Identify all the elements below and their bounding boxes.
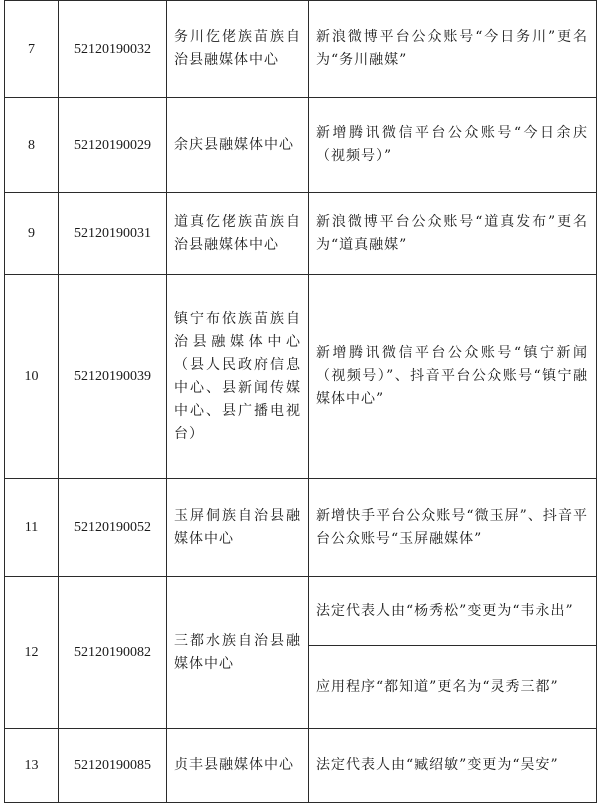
registration-change-table [4, 0, 597, 803]
row-number: 11 [5, 479, 59, 577]
table-row [5, 98, 597, 193]
organization-name: 镇宁布依族苗族自治县融媒体中心（县人民政府信息中心、县新闻传媒中心、县广播电视台） [167, 275, 309, 479]
table-row [5, 577, 597, 646]
row-number: 9 [5, 193, 59, 275]
row-number: 13 [5, 729, 59, 803]
change-description: 法定代表人由“杨秀松”变更为“韦永出” [309, 577, 597, 646]
table-row [5, 1, 597, 98]
row-number: 8 [5, 98, 59, 193]
change-description: 新增腾讯微信平台公众账号“镇宁新闻（视频号）”、抖音平台公众账号“镇宁融媒体中心” [309, 275, 597, 479]
row-number: 10 [5, 275, 59, 479]
table-row [5, 275, 597, 479]
table-row [5, 729, 597, 803]
organization-name: 余庆县融媒体中心 [167, 98, 309, 193]
change-description: 新浪微博平台公众账号“道真发布”更名为“道真融媒” [309, 193, 597, 275]
organization-name: 三都水族自治县融媒体中心 [167, 577, 309, 729]
table-row [5, 193, 597, 275]
registration-code: 52120190031 [59, 193, 167, 275]
registration-code: 52120190085 [59, 729, 167, 803]
registration-code: 52120190052 [59, 479, 167, 577]
organization-name: 贞丰县融媒体中心 [167, 729, 309, 803]
change-description: 新增快手平台公众账号“微玉屏”、抖音平台公众账号“玉屏融媒体” [309, 479, 597, 577]
table-row [5, 479, 597, 577]
organization-name: 务川仡佬族苗族自治县融媒体中心 [167, 1, 309, 98]
registration-code: 52120190032 [59, 1, 167, 98]
registration-code: 52120190082 [59, 577, 167, 729]
registration-code: 52120190029 [59, 98, 167, 193]
change-description: 新增腾讯微信平台公众账号“今日余庆（视频号）” [309, 98, 597, 193]
change-description: 法定代表人由“臧绍敏”变更为“吴安” [309, 729, 597, 803]
change-description: 新浪微博平台公众账号“今日务川”更名为“务川融媒” [309, 1, 597, 98]
registration-code: 52120190039 [59, 275, 167, 479]
organization-name: 玉屏侗族自治县融媒体中心 [167, 479, 309, 577]
change-description: 应用程序“都知道”更名为“灵秀三都” [309, 646, 597, 729]
organization-name: 道真仡佬族苗族自治县融媒体中心 [167, 193, 309, 275]
row-number: 7 [5, 1, 59, 98]
row-number: 12 [5, 577, 59, 729]
